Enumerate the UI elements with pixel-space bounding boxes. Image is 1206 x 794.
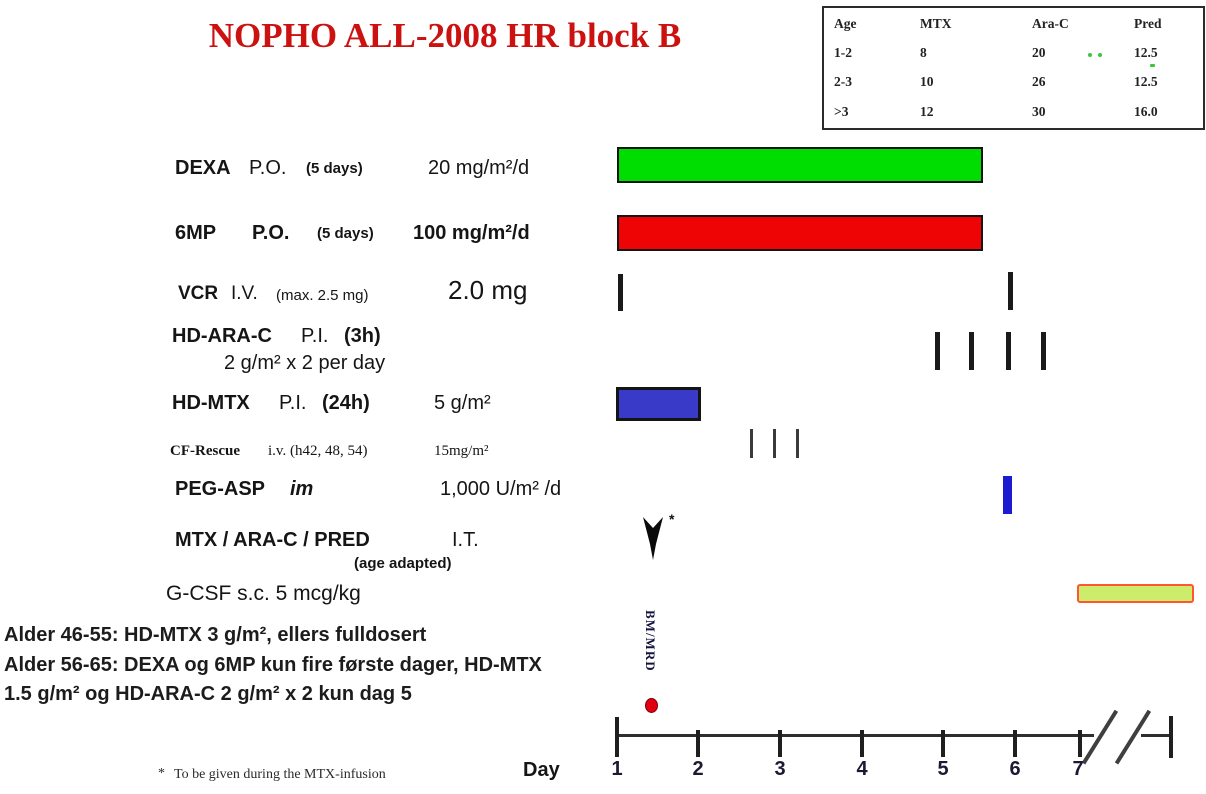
- drug-note-hdarac: (3h): [344, 325, 381, 347]
- cf-tick-h48: [773, 429, 776, 458]
- table-cell: 10: [920, 74, 934, 89]
- drug-dose-dexa: 20 mg/m²/d: [428, 157, 530, 179]
- drug-dose-hdmtx: 5 g/m²: [434, 392, 491, 414]
- hdarac-tick-1: [935, 332, 940, 370]
- axis-tick-day2: [696, 730, 700, 757]
- drug-route-hdmtx: P.I.: [279, 392, 307, 414]
- vcr-tick-day1: [618, 274, 623, 311]
- table-cell: >3: [834, 104, 849, 119]
- day-label-2: 2: [692, 758, 704, 780]
- drug-note-hdmtx: (24h): [322, 392, 370, 414]
- dose-table-header-arac: Ara-C: [1032, 16, 1069, 31]
- it-arrow-icon: [642, 516, 666, 562]
- dose-table-header-pred: Pred: [1134, 16, 1162, 31]
- hdarac-tick-3: [1006, 332, 1011, 370]
- hdarac-tick-2: [969, 332, 974, 370]
- table-cell: 26: [1032, 74, 1046, 89]
- drug-dose-6mp: 100 mg/m²/d: [413, 222, 530, 244]
- axis-break-slash-2: [1115, 710, 1151, 764]
- page-title: NOPHO ALL-2008 HR block B: [208, 16, 682, 55]
- it-asterisk-marker: *: [669, 511, 675, 527]
- day-axis-label: Day: [523, 759, 560, 781]
- axis-tick-day7: [1078, 730, 1082, 757]
- axis-tick-end: [1169, 716, 1173, 758]
- drug-route-vcr: I.V.: [231, 283, 258, 304]
- drug-dose-vcr: 2.0 mg: [448, 275, 528, 305]
- table-cell: 20: [1032, 45, 1046, 60]
- age-note-line-3: 1.5 g/m² og HD-ARA-C 2 g/m² x 2 kun dag 5: [4, 683, 412, 705]
- hdmtx-bar-day1-2: [616, 387, 701, 421]
- age-note-line-2: Alder 56-65: DEXA og 6MP kun fire første dager, HD-MTX: [4, 654, 542, 676]
- drug-name-6mp: 6MP: [175, 222, 217, 244]
- peg-tick-day6: [1003, 476, 1012, 514]
- day-label-5: 5: [937, 758, 949, 780]
- drug-name-dexa: DEXA: [175, 157, 231, 179]
- table-cell: 12.5: [1134, 74, 1158, 89]
- day-label-3: 3: [774, 758, 786, 780]
- footnote-bullet: *: [158, 766, 165, 781]
- axis-break-slash-1: [1082, 710, 1118, 764]
- dexa-bar-days1-5: [617, 147, 983, 183]
- day-label-7: 7: [1072, 758, 1084, 780]
- green-mark-artifact: [1150, 64, 1155, 67]
- drug-name-peg: PEG-ASP: [175, 478, 266, 500]
- dose-table: [822, 6, 1205, 130]
- drug-name-hdmtx: HD-MTX: [172, 392, 250, 414]
- vcr-tick-day6: [1008, 272, 1013, 310]
- drug-note-vcr: (max. 2.5 mg): [276, 287, 369, 304]
- table-cell: 1-2: [834, 45, 852, 60]
- day-label-1: 1: [611, 758, 623, 780]
- drug-note-6mp: (5 days): [317, 225, 374, 242]
- axis-tick-day3: [778, 730, 782, 757]
- axis-tick-day6: [1013, 730, 1017, 757]
- axis-tick-day1: [615, 717, 619, 757]
- drug-route-6mp: P.O.: [252, 222, 290, 244]
- drug-name-cf: CF-Rescue: [170, 443, 240, 459]
- 6mp-bar-days1-5: [617, 215, 983, 251]
- axis-tick-day5: [941, 730, 945, 757]
- drug-route-it: I.T.: [452, 529, 479, 551]
- day-label-4: 4: [856, 758, 868, 780]
- drug-name-it: MTX / ARA-C / PRED: [175, 529, 370, 551]
- green-dot-artifact: [1088, 53, 1092, 57]
- axis-tick-day4: [860, 730, 864, 757]
- hdarac-tick-4: [1041, 332, 1046, 370]
- green-dot-artifact: [1098, 53, 1102, 57]
- table-cell: 8: [920, 45, 927, 60]
- drug-route-peg: im: [290, 478, 314, 500]
- table-cell: 12.5: [1134, 45, 1158, 60]
- drug-dose-peg: 1,000 U/m² /d: [440, 478, 562, 500]
- cf-tick-h42: [750, 429, 753, 458]
- cf-tick-h54: [796, 429, 799, 458]
- table-cell: 2-3: [834, 74, 852, 89]
- drug-dose-cf: 15mg/m²: [434, 443, 489, 459]
- bm-mrd-label: BM/MRD: [643, 610, 658, 672]
- dose-table-header-age: Age: [834, 16, 857, 31]
- table-cell: 30: [1032, 104, 1046, 119]
- gcsf-bar-day7plus: [1077, 584, 1194, 603]
- bm-mrd-dot: [645, 698, 658, 713]
- drug-note-it: (age adapted): [354, 555, 452, 572]
- drug-name-hdarac: HD-ARA-C: [172, 325, 272, 347]
- drug-dose-hdarac: 2 g/m² x 2 per day: [224, 352, 386, 374]
- drug-note-dexa: (5 days): [306, 160, 363, 177]
- day-axis-line: [617, 734, 1094, 737]
- drug-label-gcsf: G-CSF s.c. 5 mcg/kg: [166, 582, 361, 605]
- footnote-text: To be given during the MTX-infusion: [174, 767, 386, 782]
- table-cell: 12: [920, 104, 934, 119]
- drug-route-dexa: P.O.: [249, 157, 287, 179]
- table-cell: 16.0: [1134, 104, 1158, 119]
- age-note-line-1: Alder 46-55: HD-MTX 3 g/m², ellers fulldosert: [4, 624, 427, 646]
- drug-route-hdarac: P.I.: [301, 325, 329, 347]
- dose-table-header-mtx: MTX: [920, 16, 952, 31]
- drug-route-cf: i.v. (h42, 48, 54): [268, 443, 368, 459]
- drug-name-vcr: VCR: [178, 283, 219, 304]
- day-label-6: 6: [1009, 758, 1021, 780]
